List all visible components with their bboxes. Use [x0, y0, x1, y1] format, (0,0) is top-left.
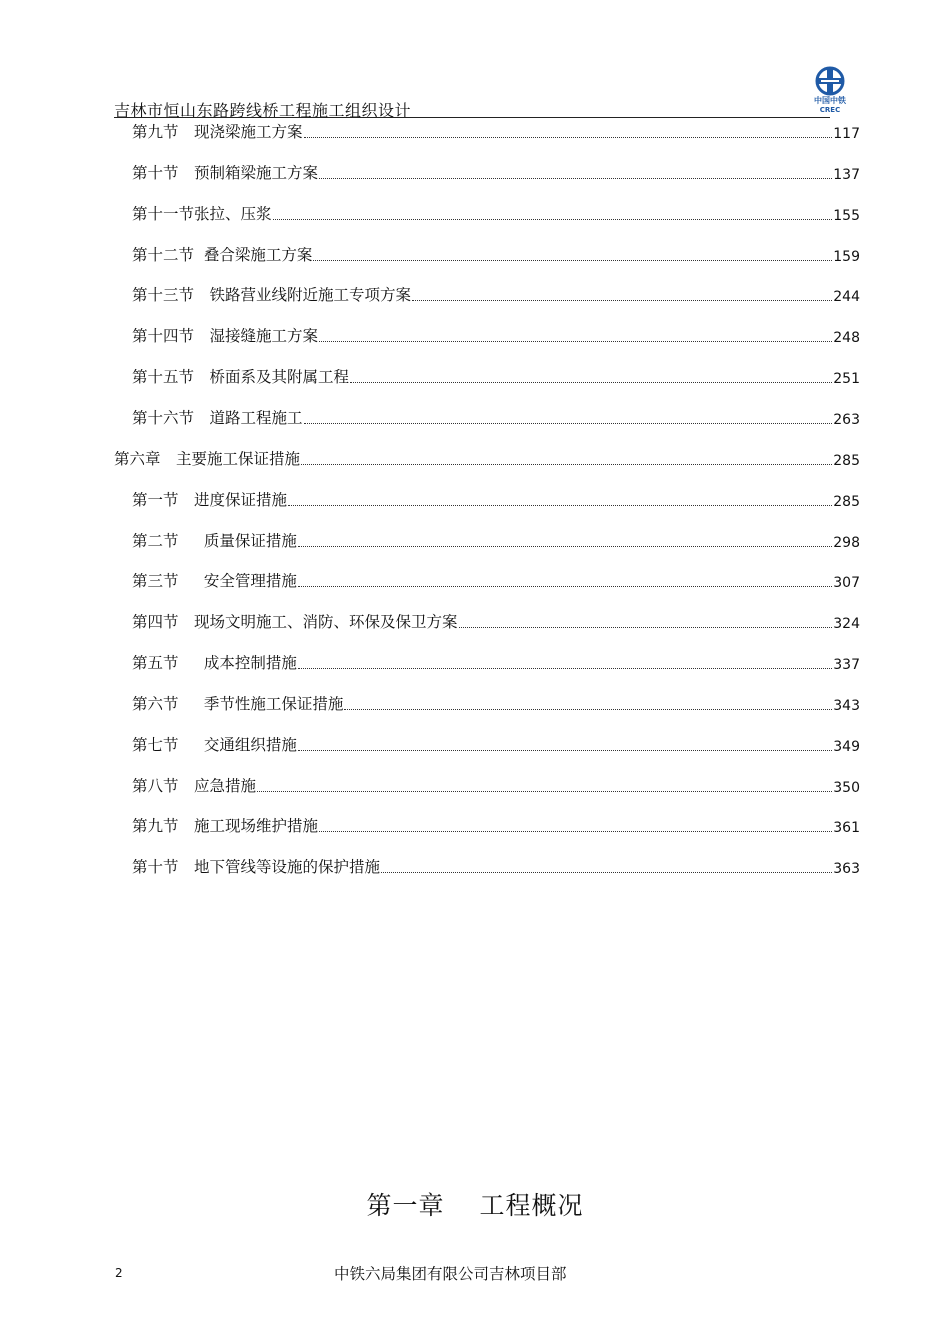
toc-leader-dots: [298, 586, 832, 587]
toc-entry[interactable]: [114, 445, 860, 469]
toc-leader-dots: [350, 382, 832, 383]
toc-entry[interactable]: [132, 486, 860, 510]
toc-entry[interactable]: [132, 567, 860, 591]
toc-entry-page: 343: [833, 697, 860, 714]
toc-entry-label: 第二节 质量保证措施: [132, 531, 297, 550]
toc-entry[interactable]: [132, 812, 860, 836]
toc-entry-label: 第十四节 湿接缝施工方案: [132, 327, 319, 346]
toc-entry-label: 第十节 地下管线等设施的保护措施: [132, 858, 381, 877]
toc-leader-dots: [273, 219, 833, 220]
toc-leader-dots: [344, 709, 832, 710]
toc-entry[interactable]: [132, 772, 860, 796]
toc-entry-page: 307: [833, 575, 860, 592]
toc-leader-dots: [319, 178, 832, 179]
toc-entry[interactable]: [132, 731, 860, 755]
crec-logo: [808, 66, 852, 114]
toc-leader-dots: [313, 260, 832, 261]
toc-entry-page: 298: [833, 534, 860, 551]
toc-entry[interactable]: [132, 649, 860, 673]
toc-entry-label: 第六章 主要施工保证措施: [114, 449, 301, 468]
toc-leader-dots: [319, 341, 832, 342]
toc-entry-page: 324: [833, 616, 860, 633]
toc-entry-page: 251: [833, 371, 860, 388]
toc-leader-dots: [459, 627, 833, 628]
footer-organization: 中铁六局集团有限公司吉林项目部: [334, 1265, 567, 1283]
toc-leader-dots: [288, 505, 832, 506]
toc-entry-label: 第七节 交通组织措施: [132, 735, 297, 754]
toc-leader-dots: [298, 668, 832, 669]
toc-entry[interactable]: [132, 241, 860, 265]
toc-entry-page: 350: [833, 779, 860, 796]
toc-entry-label: 第九节 施工现场维护措施: [132, 817, 319, 836]
toc-entry-label: 第十五节 桥面系及其附属工程: [132, 368, 350, 387]
toc-leader-dots: [298, 546, 832, 547]
toc-entry[interactable]: [132, 608, 860, 632]
toc-entry[interactable]: [132, 118, 860, 142]
toc-entry-label: 第十一节张拉、压浆: [132, 204, 272, 223]
toc-leader-dots: [301, 464, 832, 465]
toc-entry-label: 第一节 进度保证措施: [132, 490, 288, 509]
toc-entry-label: 第五节 成本控制措施: [132, 654, 297, 673]
toc-entry-page: 244: [833, 289, 860, 306]
toc-entry-page: 285: [833, 493, 860, 510]
document-header-title: 吉林市恒山东路跨线桥工程施工组织设计: [114, 101, 412, 120]
toc-entry-page: 248: [833, 330, 860, 347]
toc-entry[interactable]: [132, 281, 860, 305]
toc-entry-page: 285: [833, 452, 860, 469]
footer-page-number: 2: [115, 1266, 123, 1280]
toc-entry[interactable]: [132, 527, 860, 551]
toc-leader-dots: [304, 423, 833, 424]
toc-entry-page: 349: [833, 738, 860, 755]
toc-leader-dots: [412, 300, 832, 301]
toc-entry-page: 263: [833, 411, 860, 428]
toc-entry-label: 第三节 安全管理措施: [132, 572, 297, 591]
toc-entry-label: 第九节 现浇梁施工方案: [132, 123, 303, 141]
toc-leader-dots: [381, 872, 832, 873]
toc-entry-page: 361: [833, 820, 860, 837]
toc-entry-label: 第十节 预制箱梁施工方案: [132, 163, 319, 182]
toc-entry[interactable]: [132, 200, 860, 224]
toc-entry[interactable]: [132, 322, 860, 346]
toc-entry-label: 第四节 现场文明施工、消防、环保及保卫方案: [132, 613, 458, 632]
toc-entry-label: 第十六节 道路工程施工: [132, 408, 303, 427]
toc-entry[interactable]: [132, 363, 860, 387]
toc-entry-page: 337: [833, 657, 860, 674]
toc-entry-page: 155: [833, 207, 860, 224]
chapter-heading: 第一章 工程概况: [366, 1191, 584, 1220]
toc-entry-page: 137: [833, 166, 860, 183]
toc-leader-dots: [298, 750, 832, 751]
toc-entry[interactable]: [132, 690, 860, 714]
logo-en-text: CREC: [819, 106, 841, 114]
toc-leader-dots: [319, 831, 832, 832]
toc-entry[interactable]: [132, 853, 860, 877]
toc-entry-label: 第十二节 叠合梁施工方案: [132, 245, 313, 264]
toc-entry-label: 第六节 季节性施工保证措施: [132, 694, 344, 713]
toc-entry-page: 159: [833, 248, 860, 265]
toc-entry[interactable]: [132, 159, 860, 183]
toc-entry-page: 117: [833, 126, 860, 142]
toc-entry-label: 第八节 应急措施: [132, 776, 257, 795]
toc-leader-dots: [257, 791, 832, 792]
toc-entry-label: 第十三节 铁路营业线附近施工专项方案: [132, 286, 412, 305]
toc-entry-page: 363: [833, 861, 860, 878]
toc-leader-dots: [304, 137, 833, 138]
logo-cn-text: 中国中铁: [814, 96, 846, 105]
toc-entry[interactable]: [132, 404, 860, 428]
